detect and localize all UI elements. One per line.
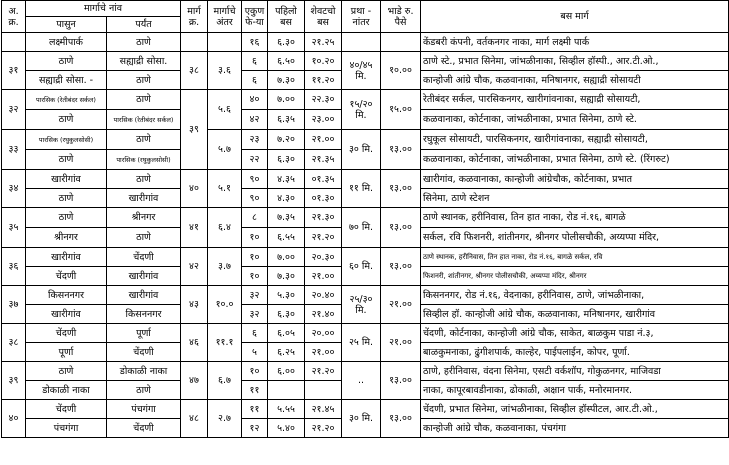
header-route-no: मार्ग क्र. <box>181 1 208 33</box>
to-cell: पारसिक (रघुकुलसोसी) <box>107 150 181 170</box>
sr-cell <box>2 33 26 52</box>
to-cell: ठाणे <box>107 90 181 110</box>
first-bus-cell: ६.३५ <box>268 110 305 130</box>
trips-cell: २२ <box>242 150 268 170</box>
first-bus-cell: ६.५५ <box>268 228 305 248</box>
header-waiting: प्रथा - नांतर <box>342 1 381 33</box>
last-bus-cell: २१.२० <box>305 419 342 438</box>
first-bus-cell: ६.०५ <box>268 324 305 343</box>
route-no-cell: ४७ <box>181 362 208 400</box>
to-cell: खारीगांव <box>107 267 181 286</box>
waiting-cell <box>342 33 381 52</box>
bus-route-cell: फिशनरी, शांतीनगर, श्रीनगर पोलीसचौकी, अय्यप्पा मंदिर, श्रीनगर <box>421 267 729 286</box>
trips-cell: १२ <box>242 419 268 438</box>
route-no-cell: ४३ <box>181 286 208 324</box>
distance-cell <box>208 33 242 52</box>
header-to: पर्यंत <box>107 17 181 33</box>
bus-route-cell: चेंदणी, प्रभात सिनेमा, जांभळीनाका, सिव्हील हॉस्पीटल, आर.टी.ओ., <box>421 400 729 419</box>
route-no-cell: ३८ <box>181 52 208 90</box>
route-no-cell: ४२ <box>181 248 208 286</box>
from-cell: खारीगांव <box>26 305 107 324</box>
header-last-bus: शेवटचो बस <box>305 1 342 33</box>
to-cell: डोकाळी नाका <box>107 362 181 381</box>
first-bus-cell: ६.३० <box>268 305 305 324</box>
distance-cell: ३.६ <box>208 52 242 90</box>
trips-cell: १० <box>242 267 268 286</box>
bus-route-cell: ठाणे, हरीनिवास, वंदना सिनेमा, एसटी वर्कशॉप, गोकुळनगर, माजिवडा <box>421 362 729 381</box>
last-bus-cell: २१.४५ <box>305 400 342 419</box>
to-cell: किसननगर <box>107 305 181 324</box>
last-bus-cell: २१.०० <box>305 343 342 362</box>
from-cell: सह्याद्री सोसा. - <box>26 71 107 90</box>
waiting-cell: ३० मि. <box>342 130 381 170</box>
trips-cell: ८ <box>242 208 268 228</box>
first-bus-cell: ५.४० <box>268 419 305 438</box>
sr-cell: ३३ <box>2 130 26 170</box>
last-bus-cell: ११.२० <box>305 71 342 90</box>
distance-cell: ५.७ <box>208 130 242 170</box>
to-cell: चेंदणी <box>107 419 181 438</box>
last-bus-cell: २१.०० <box>305 130 342 150</box>
trips-cell: १० <box>242 248 268 267</box>
from-cell: चेंदणी <box>26 324 107 343</box>
to-cell: ठाणे <box>107 130 181 150</box>
from-cell: ठाणे <box>26 208 107 228</box>
distance-cell: ५.१ <box>208 170 242 208</box>
to-cell: खारीगांव <box>107 286 181 305</box>
waiting-cell: २५ मि. <box>342 324 381 362</box>
route-no-cell: ४६ <box>181 324 208 362</box>
bus-route-cell: नाका, कापूरबावडीनाका, ढोकाळी, अक्षान पार्क, मनोरमानगर. <box>421 381 729 400</box>
route-no-cell: ४१ <box>181 208 208 248</box>
last-bus-cell: २०.३० <box>305 248 342 267</box>
from-cell: ठाणे <box>26 52 107 71</box>
bus-route-cell: सर्कल, रवि फिशनरी, शांतीनगर, श्रीनगर पोलीसचौकी, अय्यप्पा मंदिर, <box>421 228 729 248</box>
header-total-trips: एकुण फे-या <box>242 1 268 33</box>
first-bus-cell: ६.३० <box>268 33 305 52</box>
bus-route-cell: किसननगर, रोड नं.१६, वेदनाका, हरीनिवास, ठाणे, जांभळीनाका, <box>421 286 729 305</box>
trips-cell: ९० <box>242 189 268 208</box>
to-cell: पारसिक (रेतीबंदर सर्कल) <box>107 110 181 130</box>
first-bus-cell: ६.५० <box>268 52 305 71</box>
to-cell: पूर्णा <box>107 324 181 343</box>
trips-cell: ६ <box>242 71 268 90</box>
to-cell: चेंदणी <box>107 343 181 362</box>
from-cell: खारीगांव <box>26 170 107 189</box>
bus-route-cell: बाळकुमनाका, ढुंगीशपार्क, काल्हेर, पाईपलाईन, कोपर, पूर्णा. <box>421 343 729 362</box>
header-fare: भाडे रु. पैसे <box>381 1 421 33</box>
to-cell: सह्याद्री सोसा. <box>107 52 181 71</box>
fare-cell: १३.०० <box>381 400 421 438</box>
waiting-cell: .. <box>342 362 381 400</box>
bus-route-cell: कळवानाका, कोर्टनाका, जांभळीनाका, प्रभात सिनेमा, ठाणे स्टे. (रिंगरुट) <box>421 150 729 170</box>
from-cell: श्रीनगर <box>26 228 107 248</box>
waiting-cell: ३० मि. <box>342 400 381 438</box>
sr-cell: ३५ <box>2 208 26 248</box>
bus-route-cell: रघुकूल सोसायटी, पारसिकनगर, खारीगांवनाका, सह्याद्री सोसायटी, <box>421 130 729 150</box>
to-cell: ठाणे <box>107 33 181 52</box>
sr-cell: ४० <box>2 400 26 438</box>
from-cell: डोकाळी नाका <box>26 381 107 400</box>
from-cell: चेंदणी <box>26 400 107 419</box>
fare-cell: २१.०० <box>381 286 421 324</box>
last-bus-cell: २१.२५ <box>305 33 342 52</box>
last-bus-cell: २२.३० <box>305 90 342 110</box>
to-cell: पंचगंगा <box>107 400 181 419</box>
last-bus-cell: २१.२० <box>305 362 342 381</box>
route-no-cell: ३९ <box>181 90 208 170</box>
bus-route-cell: ठाणे स्थानक, हरीनिवास, तिन हात नाका, रोड नं.१६, बागळे <box>421 208 729 228</box>
trips-cell: ३२ <box>242 286 268 305</box>
sr-cell: ३६ <box>2 248 26 286</box>
header-from: पासुन <box>26 17 107 33</box>
first-bus-cell: ४.३० <box>268 189 305 208</box>
sr-cell: ३२ <box>2 90 26 130</box>
waiting-cell: ७० मि. <box>342 208 381 248</box>
distance-cell: ११.१ <box>208 324 242 362</box>
fare-cell: १३.०० <box>381 170 421 208</box>
sr-cell: ३९ <box>2 362 26 400</box>
from-cell: खारीगांव <box>26 248 107 267</box>
last-bus-cell: २०.०० <box>305 324 342 343</box>
first-bus-cell: ५.५५ <box>268 400 305 419</box>
trips-cell: ५ <box>242 343 268 362</box>
from-cell: पारसिक (रघुकुलसोसी) <box>26 130 107 150</box>
fare-cell: १३.०० <box>381 130 421 170</box>
from-cell: ठाणे <box>26 189 107 208</box>
first-bus-cell <box>268 381 305 400</box>
trips-cell: ४० <box>242 90 268 110</box>
bus-schedule-table <box>1 0 729 438</box>
distance-cell: ६.४ <box>208 208 242 248</box>
route-no-cell <box>181 33 208 52</box>
distance-cell: ३.७ <box>208 248 242 286</box>
header-distance: मार्गाचे अंतर <box>208 1 242 33</box>
sr-cell: ३७ <box>2 286 26 324</box>
header-route-name: मार्गाचे नांव <box>26 1 181 17</box>
fare-cell: १३.०० <box>381 248 421 286</box>
trips-cell: ११ <box>242 400 268 419</box>
from-cell: ठाणे <box>26 362 107 381</box>
distance-cell: ६.७ <box>208 362 242 400</box>
route-no-cell: ४८ <box>181 400 208 438</box>
first-bus-cell: ७.३५ <box>268 208 305 228</box>
from-cell: पूर्णा <box>26 343 107 362</box>
bus-route-cell: कान्होजी आंग्रे चौक, कळवानाका, पंचगंगा <box>421 419 729 438</box>
waiting-cell: १५/२० मि. <box>342 90 381 130</box>
to-cell: ठाणे <box>107 381 181 400</box>
from-cell: किसननगर <box>26 286 107 305</box>
trips-cell: २३ <box>242 130 268 150</box>
last-bus-cell: ०१.३० <box>305 189 342 208</box>
waiting-cell: ६० मि. <box>342 248 381 286</box>
first-bus-cell: ६.०० <box>268 362 305 381</box>
last-bus-cell: २१.४० <box>305 305 342 324</box>
trips-cell: १६ <box>242 33 268 52</box>
last-bus-cell: २१.०० <box>305 267 342 286</box>
sr-cell: ३१ <box>2 52 26 90</box>
trips-cell: ९० <box>242 170 268 189</box>
header-sr: अ. क्र. <box>2 1 26 33</box>
first-bus-cell: ७.२० <box>268 130 305 150</box>
first-bus-cell: ६.३० <box>268 150 305 170</box>
from-cell: चेंदणी <box>26 267 107 286</box>
first-bus-cell: ७.३० <box>268 267 305 286</box>
to-cell: ठाणे <box>107 71 181 90</box>
waiting-cell: २५/३० मि. <box>342 286 381 324</box>
bus-route-cell: चेंदणी, कोर्टनाका, कान्होजी आंग्रे चौक, साकेत, बाळकुम पाडा नं.३, <box>421 324 729 343</box>
from-cell: ठाणे <box>26 110 107 130</box>
sr-cell: ३८ <box>2 324 26 362</box>
waiting-cell: ४०/४५ मि. <box>342 52 381 90</box>
last-bus-cell: २१.२० <box>305 228 342 248</box>
trips-cell: ११ <box>242 381 268 400</box>
bus-route-cell: खारीगांव, कळवानाका, कान्होजी आंग्रेचौक, कोर्टनाका, प्रभात <box>421 170 729 189</box>
bus-route-cell: केंडबरी कंपनी, वर्तकनगर नाका, मार्ग लक्ष्मी पार्क <box>421 33 729 52</box>
bus-route-cell: सिव्हील हॉ. कान्होजी आंग्रे चौक, कळवानाका, मनिषानगर, खारीगांव <box>421 305 729 324</box>
trips-cell: ४२ <box>242 110 268 130</box>
trips-cell: १० <box>242 362 268 381</box>
distance-cell: ५.६ <box>208 90 242 130</box>
bus-route-cell: ठाणे स्टे., प्रभात सिनेमा, जांभळीनाका, सिव्हील हॉस्पी., आर.टी.ओ., <box>421 52 729 71</box>
fare-cell: १३.०० <box>381 362 421 400</box>
bus-route-cell: रेतीबंदर सर्कल, पारसिकनगर, खारीगांवनाका, सह्याद्री सोसायटी, <box>421 90 729 110</box>
header-bus-route: बस मार्ग <box>421 1 729 33</box>
to-cell: चेंदणी <box>107 248 181 267</box>
first-bus-cell: ७.०० <box>268 90 305 110</box>
route-no-cell: ४० <box>181 170 208 208</box>
last-bus-cell: १०.२० <box>305 52 342 71</box>
last-bus-cell: ०१.३५ <box>305 170 342 189</box>
sr-cell: ३४ <box>2 170 26 208</box>
last-bus-cell: २१.३० <box>305 208 342 228</box>
first-bus-cell: ५.३० <box>268 286 305 305</box>
bus-route-cell: कान्होजी आंग्रे चौक, कळवानाका, मनिषानगर, सह्याद्री सोसायटी <box>421 71 729 90</box>
trips-cell: ३२ <box>242 305 268 324</box>
trips-cell: ६ <box>242 52 268 71</box>
first-bus-cell: ७.०० <box>268 248 305 267</box>
to-cell: खारीगांव <box>107 189 181 208</box>
fare-cell: १५.०० <box>381 90 421 130</box>
distance-cell: १०.० <box>208 286 242 324</box>
last-bus-cell <box>305 381 342 400</box>
first-bus-cell: ७.३० <box>268 71 305 90</box>
first-bus-cell: ६.२५ <box>268 343 305 362</box>
bus-route-cell: ठाणे स्थानक, हरीनिवास, तिन हात नाका, रोड नं.१६, बागळे सर्कल, रवि <box>421 248 729 267</box>
trips-cell: १० <box>242 228 268 248</box>
from-cell: ठाणे <box>26 150 107 170</box>
waiting-cell: ११ मि. <box>342 170 381 208</box>
fare-cell: २१.०० <box>381 324 421 362</box>
trips-cell: ६ <box>242 324 268 343</box>
distance-cell: २.७ <box>208 400 242 438</box>
fare-cell: १०.०० <box>381 52 421 90</box>
last-bus-cell: २३.०० <box>305 110 342 130</box>
from-cell: लक्ष्मीपार्क <box>26 33 107 52</box>
to-cell: श्रीनगर <box>107 208 181 228</box>
bus-route-cell: कळवानाका, कोर्टनाका, जांभळीनाका, प्रभात सिनेमा, ठाणे स्टे. <box>421 110 729 130</box>
last-bus-cell: २०.४० <box>305 286 342 305</box>
to-cell: ठाणे <box>107 170 181 189</box>
header-first-bus: पहिलो बस <box>268 1 305 33</box>
from-cell: पारसिक (रेतीबंदर सर्कल) <box>26 90 107 110</box>
first-bus-cell: ४.३५ <box>268 170 305 189</box>
bus-route-cell: सिनेमा, ठाणे स्टेशन <box>421 189 729 208</box>
from-cell: पंचगंगा <box>26 419 107 438</box>
last-bus-cell: २१.३५ <box>305 150 342 170</box>
to-cell: ठाणे <box>107 228 181 248</box>
fare-cell <box>381 33 421 52</box>
fare-cell: १३.०० <box>381 208 421 248</box>
